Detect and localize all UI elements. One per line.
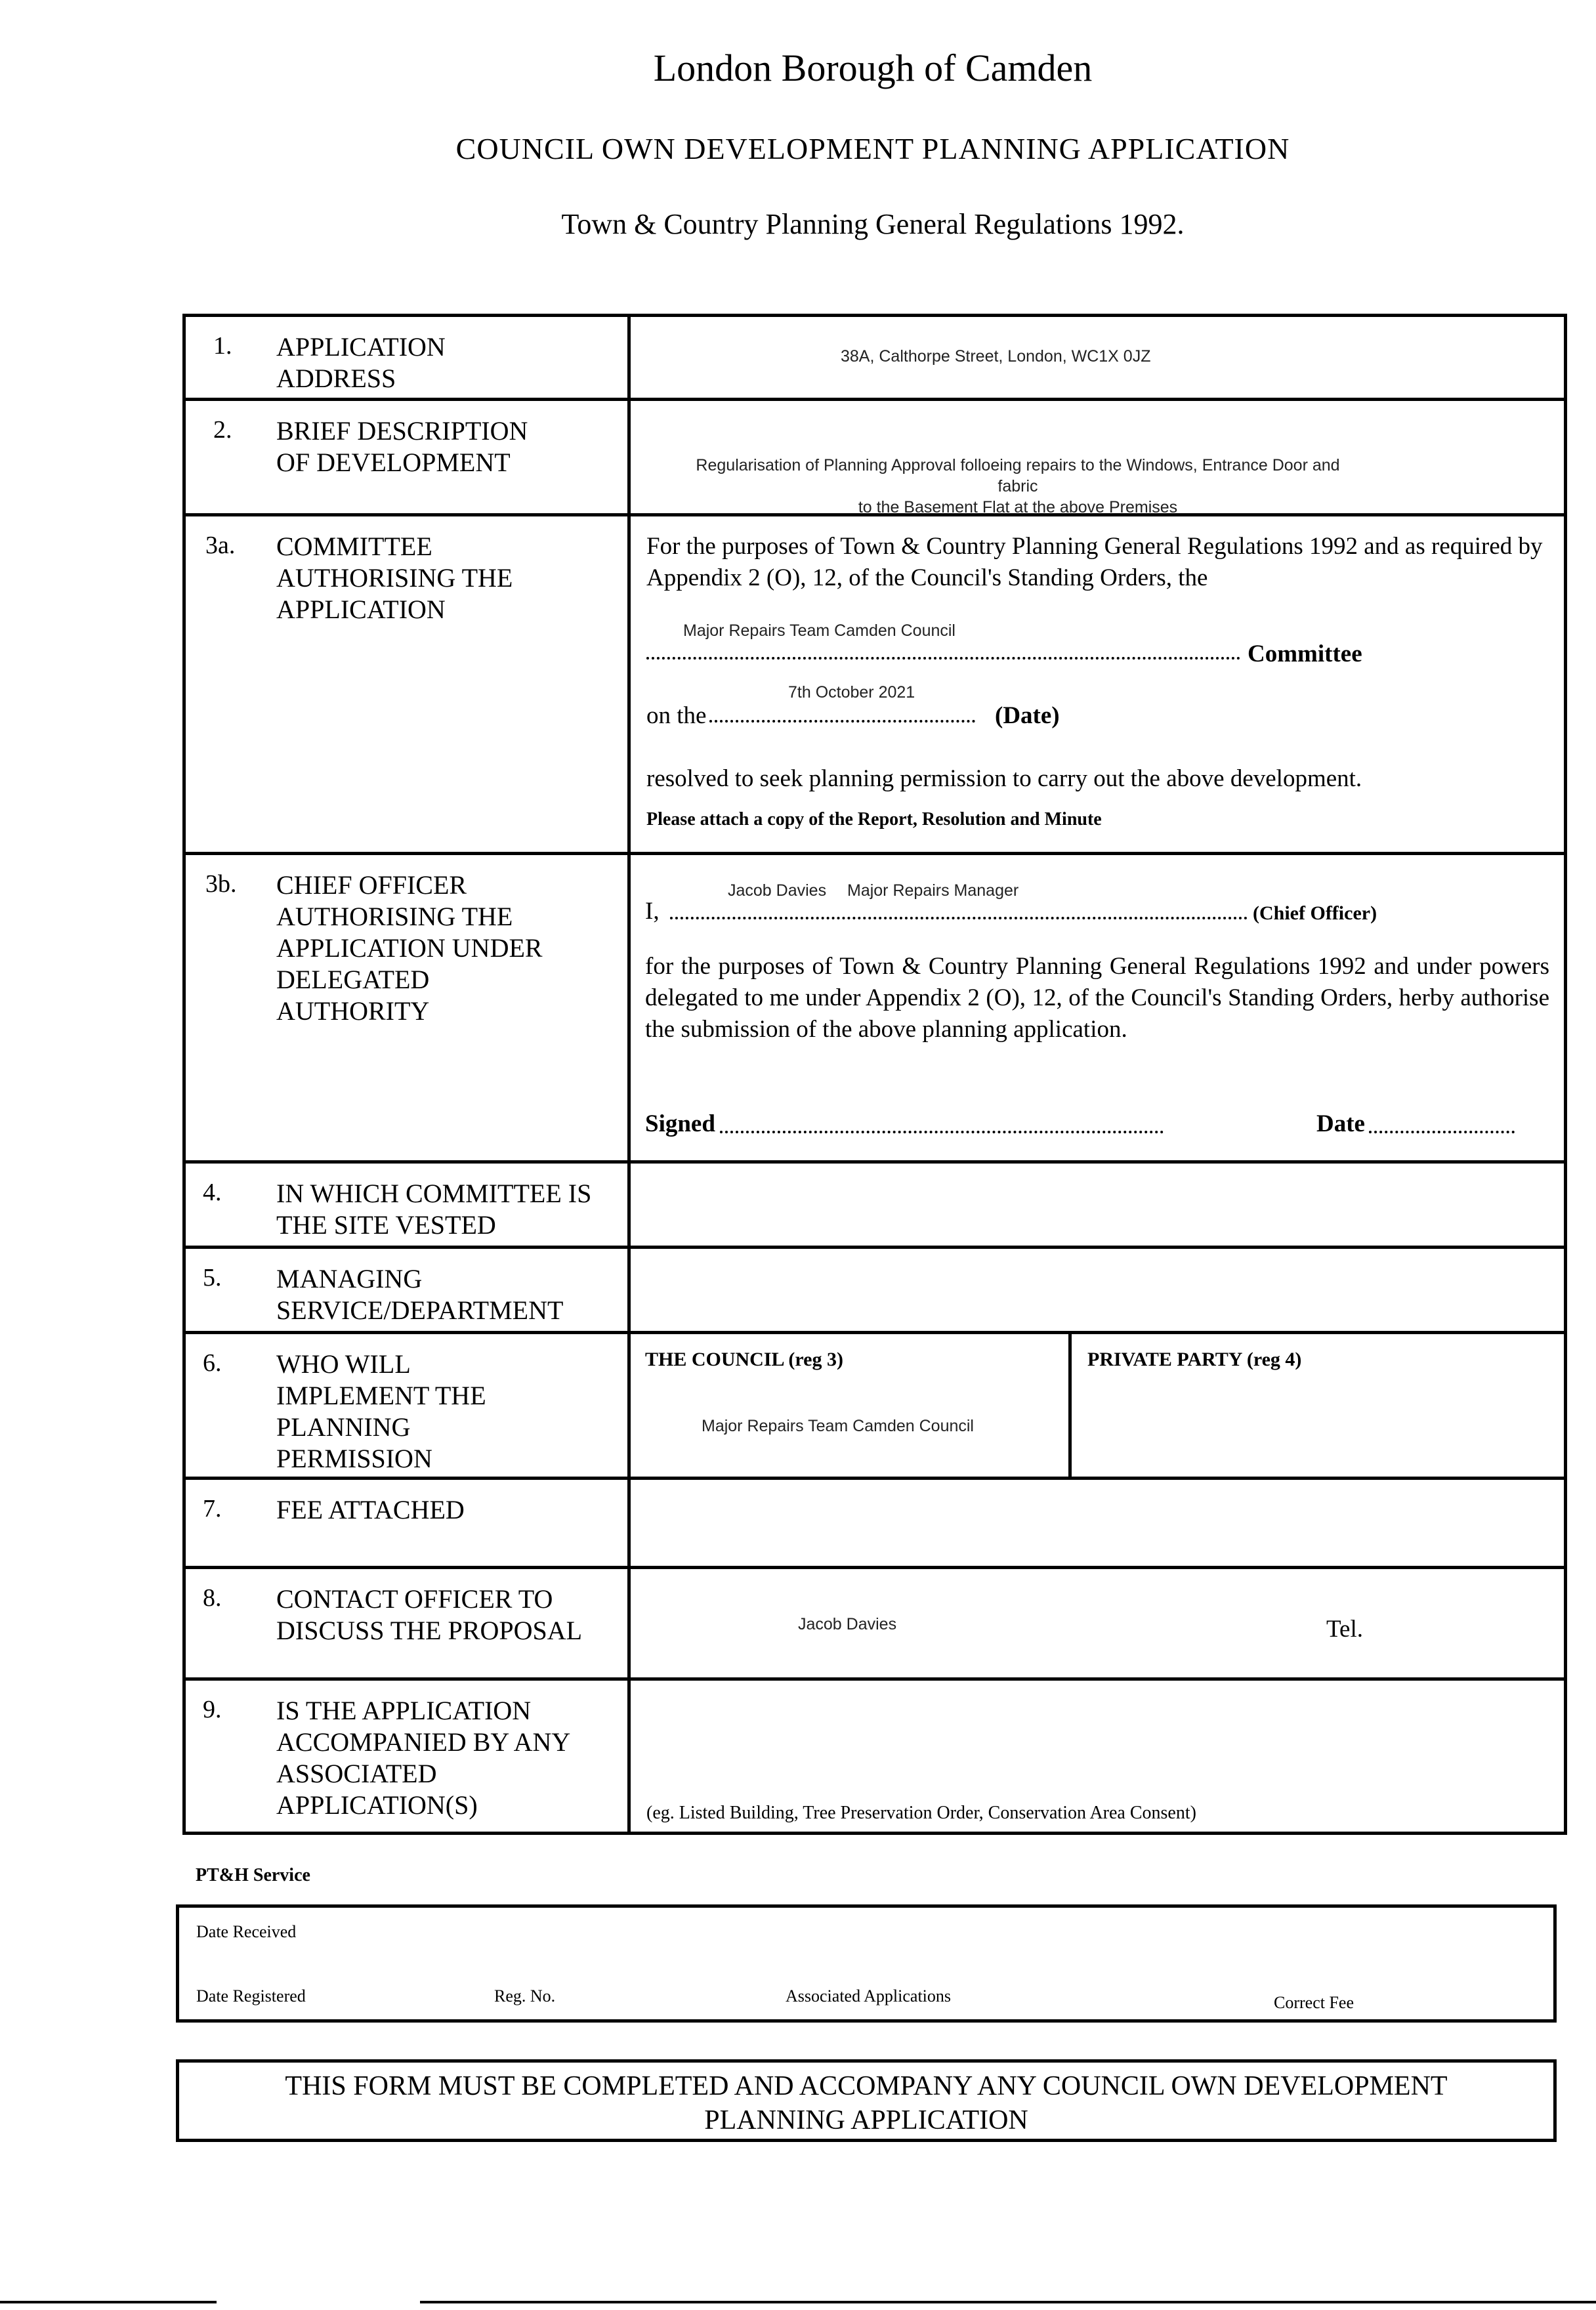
form-title: COUNCIL OWN DEVELOPMENT PLANNING APPLICATION bbox=[455, 132, 1290, 165]
description-line-1: Regularisation of Planning Approval folloeing repairs to the Windows, Entrance Door and fabric bbox=[696, 456, 1340, 495]
committee-date-value: 7th October 2021 bbox=[788, 683, 915, 702]
regulations-subtitle: Town & Country Planning General Regulations 1992. bbox=[561, 208, 1185, 240]
section-number: 7. bbox=[203, 1495, 222, 1522]
section-number: 5. bbox=[203, 1264, 222, 1292]
resolved-text: resolved to seek planning permission to carry out the above development. bbox=[646, 765, 1362, 792]
contact-officer-field[interactable] bbox=[631, 1569, 1564, 1677]
section-5-row bbox=[186, 1249, 1564, 1334]
officer-name-value: Jacob Davies bbox=[728, 881, 827, 900]
description-line-2: to the Basement Flat at the above Premises bbox=[858, 498, 1178, 516]
section-label: MANAGING SERVICE/DEPARTMENT bbox=[276, 1264, 564, 1325]
section-3b-row bbox=[186, 855, 1564, 1164]
section-number: 3b. bbox=[205, 870, 237, 898]
section-number: 2. bbox=[213, 416, 232, 444]
managing-service-field[interactable] bbox=[631, 1249, 1564, 1331]
i-label: I, bbox=[645, 898, 660, 925]
private-party-label: PRIVATE PARTY (reg 4) bbox=[1087, 1349, 1302, 1370]
committee-label: Committee bbox=[1248, 640, 1362, 667]
section-label: COMMITTEE AUTHORISING THE APPLICATION bbox=[276, 532, 513, 624]
section-9-row bbox=[186, 1681, 1564, 1832]
on-the-label: on the bbox=[646, 702, 707, 729]
date-registered-label: Date Registered bbox=[196, 1986, 306, 2006]
section-2-row bbox=[186, 401, 1564, 516]
committee-vested-field[interactable] bbox=[631, 1164, 1564, 1246]
committee-panel bbox=[631, 516, 1564, 852]
associated-applications-field[interactable] bbox=[631, 1681, 1564, 1832]
section-6-row bbox=[186, 1334, 1564, 1480]
section-6-label-cell bbox=[186, 1334, 631, 1477]
fee-field[interactable] bbox=[631, 1480, 1564, 1566]
committee-dotted-line[interactable] bbox=[646, 657, 1240, 660]
sign-date-line[interactable] bbox=[1369, 1131, 1515, 1133]
section-label: FEE ATTACHED bbox=[276, 1495, 465, 1524]
borough-title: London Borough of Camden bbox=[653, 47, 1093, 89]
section-4-row bbox=[186, 1164, 1564, 1249]
section-9-label-cell bbox=[186, 1681, 631, 1832]
section-1-row bbox=[186, 317, 1564, 401]
section-7-label-cell bbox=[186, 1480, 631, 1566]
footer-rule-right bbox=[420, 2301, 1596, 2303]
section-3b-label-cell bbox=[186, 855, 631, 1160]
section-number: 9. bbox=[203, 1696, 222, 1723]
council-reg-label: THE COUNCIL (reg 3) bbox=[645, 1349, 843, 1370]
date-received-label: Date Received bbox=[196, 1922, 297, 1941]
chief-officer-label: (Chief Officer) bbox=[1253, 902, 1377, 924]
chief-officer-dotted-line[interactable] bbox=[670, 917, 1248, 919]
section-3a-label-cell bbox=[186, 516, 631, 852]
signed-label: Signed bbox=[645, 1110, 715, 1137]
pth-service-box bbox=[176, 1904, 1557, 2023]
associated-example-note: (eg. Listed Building, Tree Preservation Order, Conservation Area Consent) bbox=[646, 1803, 1196, 1823]
section-label: IN WHICH COMMITTEE IS THE SITE VESTED bbox=[276, 1179, 592, 1240]
delegation-text: for the purposes of Town & Country Planning General Regulations 1992 and under powers delegated to me under Appendix 2 (O), 12, of the Council's Standing Orders, herby authorise the submission of the above planning application. bbox=[645, 953, 1549, 1043]
footer-rule-left bbox=[0, 2301, 217, 2303]
private-party-field[interactable] bbox=[1072, 1334, 1564, 1477]
council-implementer-field[interactable] bbox=[631, 1334, 1072, 1477]
implementer-panel bbox=[631, 1334, 1564, 1477]
section-number: 8. bbox=[203, 1584, 222, 1612]
section-label: BRIEF DESCRIPTION OF DEVELOPMENT bbox=[276, 416, 528, 477]
signature-line[interactable] bbox=[720, 1131, 1164, 1133]
committee-intro-text: For the purposes of Town & Country Planning General Regulations 1992 and as required by Appendix 2 (O), 12, of the Council's Standing Orders, the bbox=[646, 533, 1543, 591]
committee-name-value: Major Repairs Team Camden Council bbox=[683, 621, 956, 640]
section-1-label-cell bbox=[186, 317, 631, 398]
section-3a-row bbox=[186, 516, 1564, 855]
development-description-field[interactable] bbox=[631, 401, 1564, 516]
section-8-label-cell bbox=[186, 1569, 631, 1677]
date-dotted-line[interactable] bbox=[709, 720, 975, 723]
application-address-field[interactable] bbox=[631, 317, 1564, 398]
section-label: IS THE APPLICATION ACCOMPANIED BY ANY ASSOCIATED APPLICATION(S) bbox=[276, 1696, 570, 1820]
notice-line-1: THIS FORM MUST BE COMPLETED AND ACCOMPANY ANY COUNCIL OWN DEVELOPMENT bbox=[285, 2071, 1448, 2101]
sign-date-label: Date bbox=[1316, 1110, 1365, 1137]
application-form bbox=[182, 314, 1567, 1835]
section-label: WHO WILL IMPLEMENT THE PLANNING PERMISSION bbox=[276, 1349, 486, 1473]
application-address-value: 38A, Calthorpe Street, London, WC1X 0JZ bbox=[841, 347, 1151, 366]
council-implementer-value: Major Repairs Team Camden Council bbox=[702, 1417, 974, 1435]
section-number: 6. bbox=[203, 1349, 222, 1377]
pth-service-heading: PT&H Service bbox=[196, 1865, 310, 1885]
correct-fee-label: Correct Fee bbox=[1274, 1993, 1354, 2012]
section-2-label-cell bbox=[186, 401, 631, 513]
chief-officer-panel bbox=[631, 855, 1564, 1160]
section-number: 1. bbox=[213, 332, 232, 360]
section-label: CONTACT OFFICER TO DISCUSS THE PROPOSAL bbox=[276, 1584, 583, 1645]
tel-label: Tel. bbox=[1326, 1616, 1363, 1643]
section-8-row bbox=[186, 1569, 1564, 1681]
associated-applications-label: Associated Applications bbox=[786, 1986, 952, 2006]
notice-line-2: PLANNING APPLICATION bbox=[704, 2105, 1028, 2135]
contact-officer-value: Jacob Davies bbox=[798, 1615, 897, 1633]
section-7-row bbox=[186, 1480, 1564, 1569]
section-4-label-cell bbox=[186, 1164, 631, 1246]
section-label: APPLICATION ADDRESS bbox=[276, 332, 446, 393]
reg-no-label: Reg. No. bbox=[494, 1986, 556, 2006]
officer-title-value: Major Repairs Manager bbox=[847, 881, 1019, 900]
section-number: 3a. bbox=[205, 532, 236, 559]
section-label: CHIEF OFFICER AUTHORISING THE APPLICATION UNDER DELEGATED AUTHORITY bbox=[276, 870, 543, 1026]
attach-note: Please attach a copy of the Report, Resolution and Minute bbox=[646, 809, 1102, 830]
section-5-label-cell bbox=[186, 1249, 631, 1331]
date-label: (Date) bbox=[995, 702, 1060, 729]
section-number: 4. bbox=[203, 1179, 222, 1206]
completion-notice bbox=[176, 2059, 1557, 2142]
